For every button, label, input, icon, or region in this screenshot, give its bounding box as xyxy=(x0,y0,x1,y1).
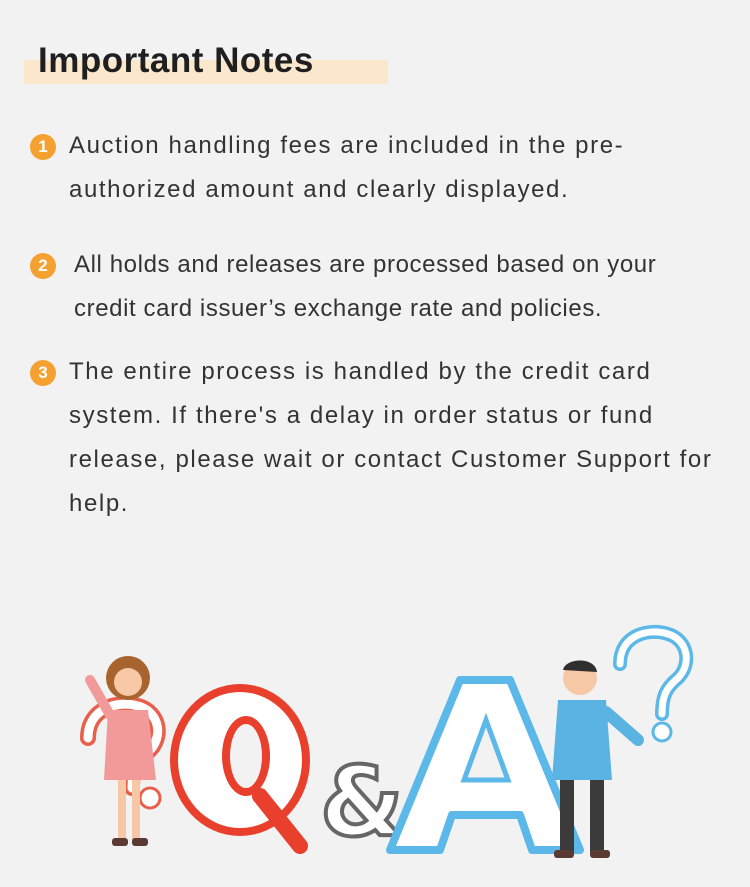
note-text: All holds and releases are processed based on your credit card issuer’s exchange rate and policies. xyxy=(74,251,657,322)
letter-a xyxy=(390,680,580,850)
qa-illustration xyxy=(60,620,740,880)
note-item xyxy=(30,243,720,331)
question-mark-icon xyxy=(620,632,686,741)
letter-q xyxy=(170,684,310,846)
page-title: Important Notes xyxy=(38,41,314,80)
note-text: Auction handling fees are included in the pre-authorized amount and clearly displayed. xyxy=(69,132,625,203)
number-badge-3: 3 xyxy=(30,360,56,386)
note-item xyxy=(30,350,720,526)
svg-text:&: & xyxy=(320,746,404,858)
number-badge-1: 1 xyxy=(30,134,56,160)
title-block xyxy=(24,38,314,84)
note-text: The entire process is handled by the credit card system. If there's a delay in order status or fund release, please wait or contact Customer Support for help. xyxy=(69,358,713,517)
number-badge-2: 2 xyxy=(30,253,56,279)
woman-figure xyxy=(90,656,156,846)
man-figure xyxy=(552,661,638,859)
note-item xyxy=(30,124,720,212)
